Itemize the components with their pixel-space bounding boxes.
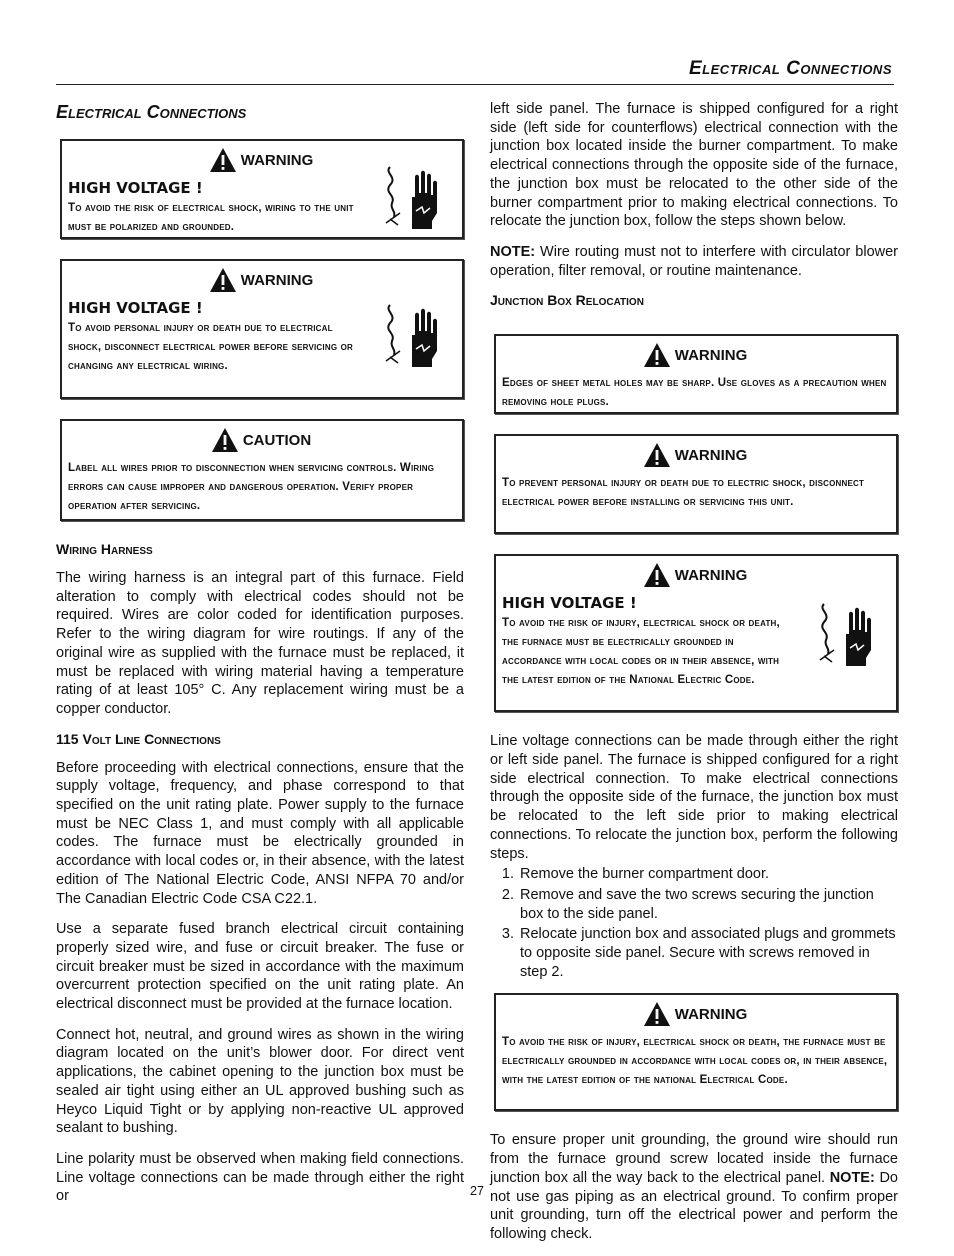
warning-text: To avoid the risk of injury, electrical shock or death, the furnace must be electrically grounded in accordance with local codes or, in their absence, with the latest edition of the national Electrical Code. [502,1036,888,1087]
high-voltage-heading: HIGH VOLTAGE ! [68,299,203,317]
warning-text: Edges of sheet metal holes may be sharp. Use gloves as a precaution when removing hole plugs. [502,377,887,409]
warning-label: WARNING [240,271,314,289]
caution-text: Label all wires prior to disconnection when servicing controls. Wiring errors can cause improper and dangerous operation. Verify proper operation after servicing. [68,462,435,512]
caution-label-row [68,427,454,453]
warning-triangle-icon [643,442,671,468]
note-label: NOTE: [490,243,536,260]
warning-box-3 [494,334,898,414]
junction-box-heading: Junction Box Relocation [490,292,644,309]
high-voltage-heading: HIGH VOLTAGE ! [502,594,637,613]
warning-triangle-icon [209,147,237,173]
paragraph: left side panel. The furnace is shipped configured for a right side (left side for counterflows) electrical connection with the junction box located inside the burner compartment. To make electrical connections through the opposite side of the furnace, the junction box must be relocated to the other side of the burner compartment prior to making electrical connections. To relocate the junction box, follow the steps shown below. [490,101,898,230]
warning-triangle-icon [643,342,671,368]
warning-label: WARNING [674,446,748,464]
paragraph: Before proceeding with electrical connections, ensure that the supply voltage, frequency, and phase correspond to that specified on the unit rating plate. Power supply to the furnace must be NEC Class 1, and must comply with all applicable codes. The furnace must be electrically grounded in accordance with local codes or, in their absence, with the latest edition of The National Electric Code, ANSI NFPA 70 and/or The Canadian Electric Code CSA C22.1. [56,759,464,907]
list-item: 1. Remove the burner compartment door. [518,865,898,884]
electric-shock-hand-icon [382,301,444,373]
warning-text: To avoid personal injury or death due to electrical shock, disconnect electrical power before servicing or changing any electrical wiring. [68,322,354,372]
list-item: 3. Relocate junction box and associated plugs and grommets to opposite side panel. Secure with screws removed in step 2. [518,925,898,981]
warning-label: WARNING [674,346,748,364]
caution-label: CAUTION [242,431,312,449]
warning-label-row [502,342,888,368]
page-header [56,56,894,85]
warning-text: To avoid the risk of injury, electrical shock or death, the furnace must be electrically grounded in accordance with local codes or in their absence, with the latest edition of the National Electric Code. [502,617,780,687]
warning-box-6 [494,993,898,1111]
warning-triangle-icon [209,267,237,293]
steps-list [490,865,898,981]
warning-label-row [502,1001,888,1027]
caution-box [60,419,464,521]
list-item: 2. Remove and save the two screws securing the junction box to the side panel. [518,886,898,923]
note-paragraph [490,243,898,280]
note-text: Wire routing must not to interfere with circulator blower operation, filter removal, or routine maintenance. [490,243,898,279]
warning-label: WARNING [674,1005,748,1023]
paragraph: Use a separate fused branch electrical circuit containing properly sized wire, and fuse or circuit breaker. The fuse or circuit breaker must be sized in accordance with the maximum overcurrent protection specified on the unit rating plate. An electrical disconnect must be provided at the furnace location. [56,921,464,1013]
warning-text: To avoid the risk of electrical shock, wiring to the unit must be polarized and grounded. [68,202,354,233]
electric-shock-hand-icon [382,163,444,235]
note-label: NOTE: [829,1169,875,1186]
warning-box-4 [494,434,898,534]
electric-shock-hand-icon [816,600,878,672]
text-span: Do not use gas piping as an electrical ground. To confirm proper unit grounding, turn off the electrical power and perform the following check. [490,1169,898,1242]
warning-box-2 [60,259,464,399]
left-column [56,100,464,1218]
wiring-harness-paragraph: The wiring harness is an integral part of this furnace. Field alteration to comply with electrical codes should not be required. Wires are color coded for identification purposes. Refer to the wiring diagram for wire routings. If any of the original wire as supplied with the furnace must be replaced, it must be replaced with wiring material having a temperature rating of at least 105° C. Any replacement wiring must be a copper conductor. [56,570,464,717]
warning-triangle-icon [643,562,671,588]
right-column [490,100,898,1256]
caution-triangle-icon [211,427,239,453]
paragraph: Line polarity must be observed when making field connections. Line voltage connections can be made through either the right or [56,1150,464,1205]
warning-label: WARNING [674,566,748,584]
warning-triangle-icon [643,1001,671,1027]
paragraph: Connect hot, neutral, and ground wires as shown in the wiring diagram located on the unit’s blower door. For direct vent applications, the cabinet opening to the junction box must be sealed air tight using either an UL approved bushing such as Heyco Liquid Tight or by applying non-reactive UL approved sealant to bushing. [56,1026,464,1137]
warning-box-1 [60,139,464,239]
header-title: Electrical Connections [688,58,892,79]
page-number: 27 [470,1184,484,1198]
warning-label-row [68,267,454,293]
warning-text: To prevent personal injury or death due to electric shock, disconnect electrical power before installing or servicing this unit. [502,477,865,509]
paragraph: Line voltage connections can be made through either the right or left side panel. The furnace is shipped configured for a right side electrical connection. To make electrical connections through the opposite side of the furnace, the junction box must be relocated to the left side prior to making electrical connections. To relocate the junction box, perform the following steps. [490,733,898,862]
warning-box-5 [494,554,898,712]
text-span: To ensure proper unit grounding, the ground wire should run from the furnace ground screw located inside the furnace junction box all the way back to the electrical panel. [490,1132,898,1186]
section-title: Electrical Connections [56,102,247,122]
warning-label-row [502,442,888,468]
line-connections-heading: 115 Volt Line Connections [56,730,221,747]
wiring-harness-heading: Wiring Harness [56,541,153,557]
warning-label: WARNING [240,151,314,169]
warning-label-row [502,562,888,588]
high-voltage-heading: HIGH VOLTAGE ! [68,179,203,197]
